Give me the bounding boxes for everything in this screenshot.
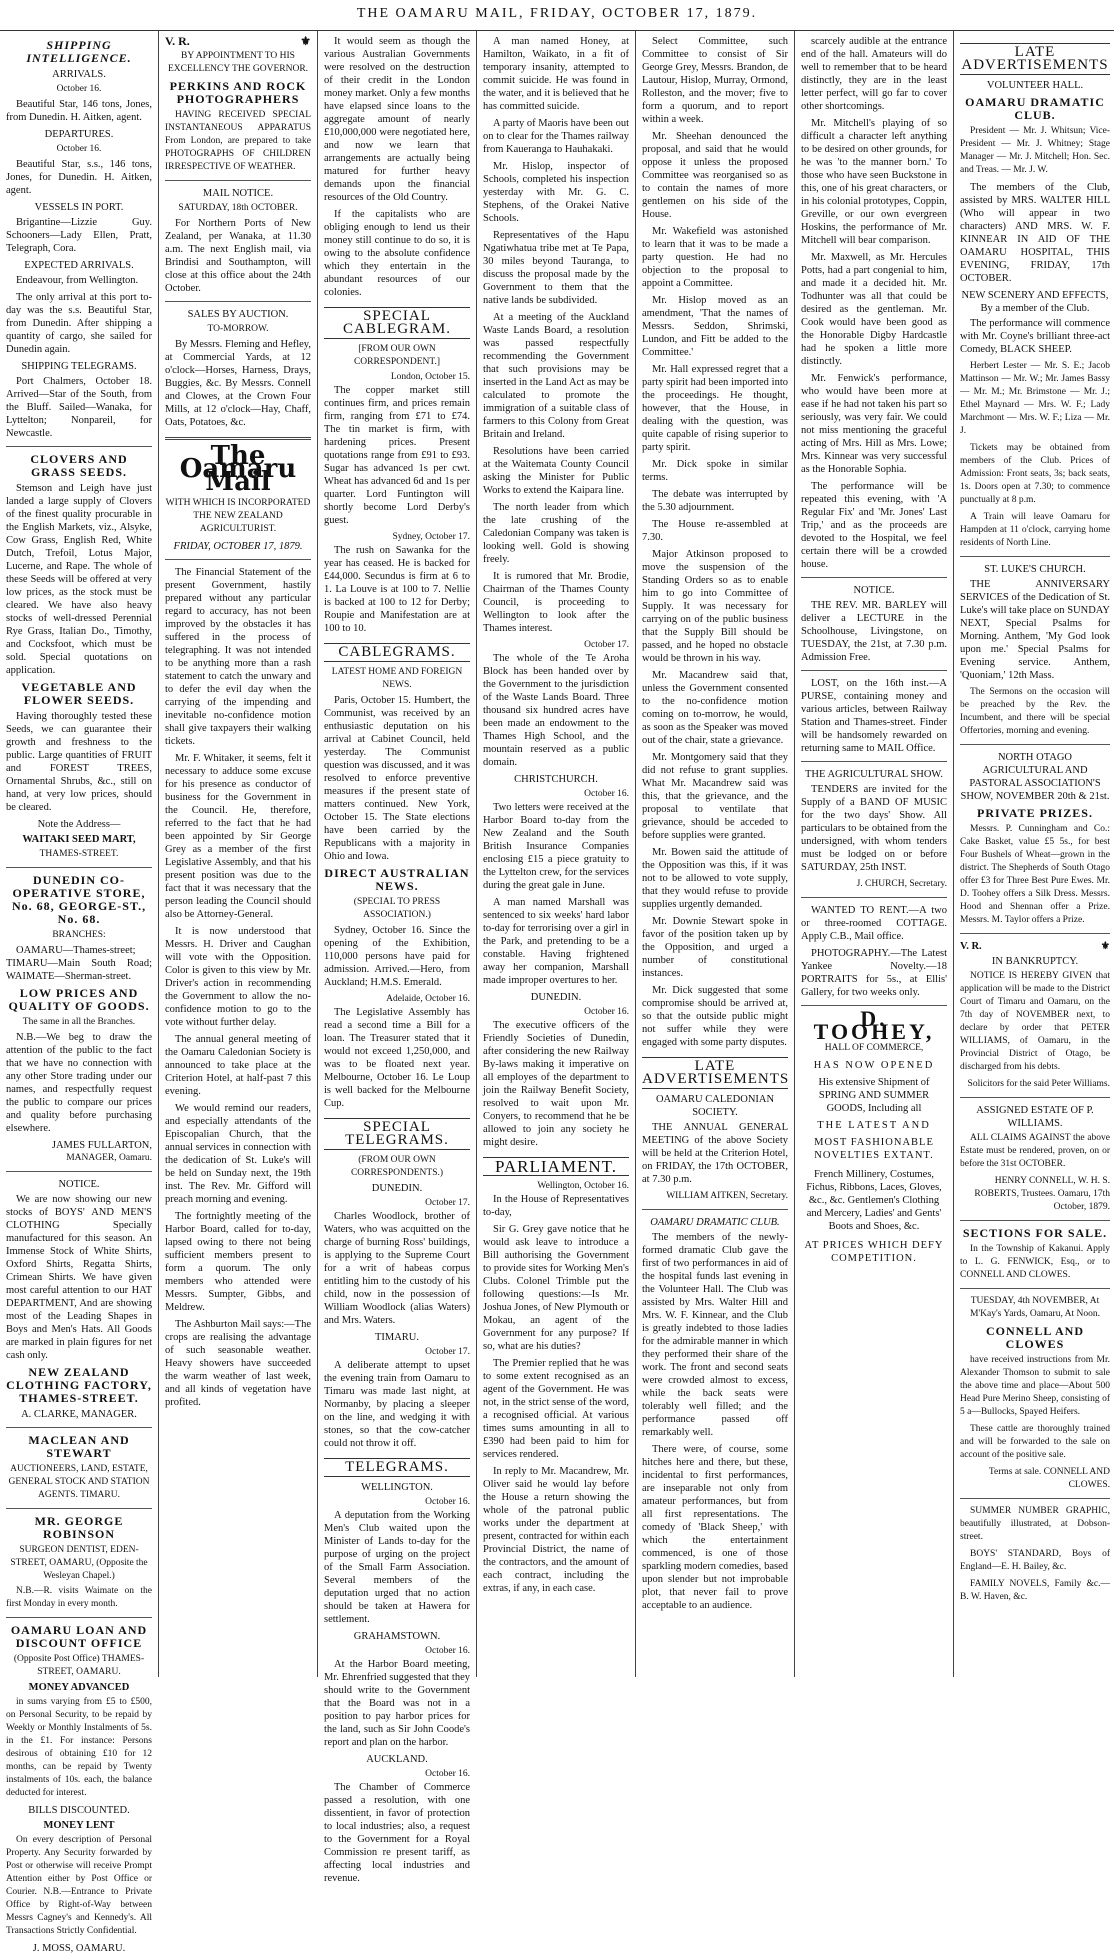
leader-paragraph: The fortnightly meeting of the Harbor Board, called for to-day, lapsed owing to there not being sufficient members present to form a quorum. The only members who attended were Messrs. Sumpter, Gibbs, and Meldrew. bbox=[165, 1211, 311, 1313]
cablegrams-sub: LATEST HOME AND FOREIGN NEWS. bbox=[331, 667, 463, 690]
train-info: A Train will leave Oamaru for Hampden at 11 o'clock, carrying home residents of North Line. bbox=[960, 512, 1110, 548]
new-scenery: NEW SCENERY AND EFFECTS, By a member of the Club. bbox=[961, 290, 1109, 314]
column-7 bbox=[960, 35, 1110, 1675]
news-paragraph: The north leader from which the late crushing of the Caledonian Company was taken is looking well. Gold is showing freely. bbox=[483, 502, 629, 565]
column-3 bbox=[324, 35, 470, 1884]
dunedin-heading: DUNEDIN. bbox=[371, 1183, 423, 1194]
late-ads-heading: LATE ADVERTISEMENTS bbox=[961, 44, 1109, 73]
dunedin-nb: N.B.—We beg to draw the attention of the public to the fact that we have no connection with any other Store trading under our names, and respectfully request the public to compare our prices and quality before purchasing elsewhere. bbox=[6, 1032, 152, 1134]
parliament-title: PARLIAMENT. bbox=[483, 1157, 629, 1176]
direct-news-sub: (SPECIAL TO PRESS ASSOCIATION.) bbox=[353, 897, 441, 920]
mail-text: For Northern Ports of New Zealand, per Wanaka, at 11.30 a.m. The next English mail, via Brindisi and Southampton, will close at this office about the 24th October. bbox=[165, 218, 311, 294]
veg-address: WAITAKI SEED MART, bbox=[22, 834, 136, 845]
dunedin-branch-list: OAMARU—Thames-street; TIMARU—Main South Road; WAIMATE—Sherman-street. bbox=[6, 945, 152, 982]
dunedin-date: October 17. bbox=[425, 1198, 470, 1208]
special-telegrams-sub: (FROM OUR OWN CORRESPONDENTS.) bbox=[350, 1155, 444, 1178]
private-prizes: PRIVATE PRIZES. bbox=[977, 806, 1093, 820]
maclean-title: MACLEAN AND STEWART bbox=[28, 1433, 130, 1460]
dunedin-text: The executive officers of the Friendly Societies of Dunedin, after considering the new Railway By-laws making it imperative on all employes of the department to join the Railway Benefit Society, resolved to wait upon Mr. Conyers, to recommend that he be allowed to join any society he might desire. bbox=[483, 1020, 629, 1148]
dramatic-club-text: There were, of course, some hitches here and there, but these, incidental to first performances, are inseparable not only from amateur performances, but from all first representations. The comedy of 'Black Sheep,' with which the entertainment commenced, is one of those sparkling modern comedies, based upon slender but not improbable plot, that never fail to prove acceptable to an audience. bbox=[642, 1444, 788, 1611]
parliament-text: The Premier replied that he was to some extent recognised as an agent of the Government. He was not, in the strict sense of the word, a recognised official. At various times sums amounting in all to £390 had been paid to him for services rendered. bbox=[483, 1358, 629, 1460]
cablegram-sub: [FROM OUR OWN CORRESPONDENT.] bbox=[353, 344, 441, 367]
play-title: The performance will commence with Mr. Coyne's brilliant three-act Comedy, BLACK SHEEP. bbox=[960, 318, 1110, 355]
leader-paragraph: The Ashburton Mail says:—The crops are realising the advantage of such seasonable weather. Heavy showers have succeeded the warm weather of last week, and all kinds of vegetation have profited. bbox=[165, 1319, 311, 1408]
christchurch-heading: CHRISTCHURCH. bbox=[514, 774, 598, 785]
review-paragraph: Mr. Fenwick's performance, who would have been more at ease if he had not taken his part so seriously, was very fair. We could not miss mentioning the graceful acting of Mrs. Hill as Mrs. Lowe; Mrs. Kinnear was very successful as the Honorable Sophia. bbox=[801, 373, 947, 475]
grahamstown-text: At the Harbor Board meeting, Mr. Ehrenfried suggested that they should write to the Government that the Board was not in a position to pay harbor prices for the land, such as Sir John Coode's report and plan on the harbor. bbox=[324, 1659, 470, 1748]
expected-heading: EXPECTED ARRIVALS. bbox=[24, 260, 134, 271]
robinson-text: SURGEON DENTIST, EDEN-STREET, OAMARU, (Opposite the Wesleyan Chapel.) bbox=[10, 1545, 148, 1581]
adelaide-text: The Legislative Assembly has read a second time a Bill for a loan. The Treasurer stated that it would not exceed 1,250,000, and was to be floated next year. Melbourne, October 16. Le Loup is well backed for the Melbourne Cup. bbox=[324, 1007, 470, 1109]
assigned-estate-sign: HENRY CONNELL, W. H. S. ROBERTS, Trustees. Oamaru, 17th October, 1879. bbox=[974, 1176, 1110, 1212]
boys-standard: BOYS' STANDARD, Boys of England—E. H. Bailey, &c. bbox=[960, 1549, 1110, 1572]
grahamstown-date: October 16. bbox=[425, 1646, 470, 1656]
news-paragraph: Representatives of the Hapu Ngatiwhatua tribe met at Te Papa, 30 miles beyond Tauranga, to discuss the proposal made by the Government to them that the native lands be subdivided. bbox=[483, 230, 629, 306]
bankruptcy-text: NOTICE IS HEREBY GIVEN that application will be made to the District Court of Timaru and Oamaru, on the 7th day of NOVEMBER next, to declare by order that PETER WILLIAMS, of Oamaru, in the Provincial District of Otago, be discharged from his debts. bbox=[960, 971, 1110, 1072]
dunedin-low-prices: LOW PRICES AND QUALITY OF GOODS. bbox=[8, 986, 150, 1013]
parliament-paragraph: Mr. Hall expressed regret that a party spirit had been imported into the proceedings. He thought, however, that the House, in dealing with the question, was quite capable of rising superior to party spirit. bbox=[642, 364, 788, 453]
expected-text: Endeavour, from Wellington. bbox=[16, 275, 139, 286]
christchurch-text: Two letters were received at the Harbor Board to-day from the New Zealand and the South British Insurance Companies enclosing £15 a piece gratuity to the Lyttelton crew, for the services during the great gale in June. bbox=[483, 802, 629, 891]
departures-date: October 16. bbox=[56, 144, 102, 154]
news-paragraph: A party of Maoris have been out on to clear for the Thames railway from Kaueranga to Hauhakaki. bbox=[483, 118, 629, 155]
news-date: October 17. bbox=[584, 640, 629, 650]
timaru-text: A deliberate attempt to upset the evening train from Oamaru to Timaru was made last night, at Normanby, by placing a sleeper on the line, and wedging it with stones, so that the cow-catcher could not throw it off. bbox=[324, 1360, 470, 1449]
mail-notice: MAIL NOTICE. bbox=[202, 188, 274, 199]
clothing-notice: We are now showing our new stocks of BOYS' AND MEN'S CLOTHING Specially manufactured for this season. An Immense Stock of White Shirts, Oxford Shirts, Regatta Shirts, Crimean Shirts. We have given most careful attention to our HAT DEPARTMENT, And are showing most of the Leading Shapes in Boys and Men's Hats. All Goods are marked in plain figures for net cash only. bbox=[6, 1194, 152, 1361]
column-2 bbox=[165, 35, 311, 1675]
toohey-name: D. TOOHEY, bbox=[813, 1006, 935, 1044]
adelaide-date: Adelaide, October 16. bbox=[386, 994, 470, 1004]
departures-heading: DEPARTURES. bbox=[44, 129, 114, 140]
leader-paragraph: If the capitalists who are obliging enough to lend us their money still continue to do so, it is owing to the absolute confidence which they entertain in the abundant resources of our colonies. bbox=[324, 209, 470, 298]
news-paragraph: Mr. Hislop, inspector of Schools, completed his inspection yesterday with Mr. G. C. Stephens, of the Orakei Native Schools. bbox=[483, 161, 629, 224]
newspaper-page bbox=[0, 31, 1114, 1954]
ticket-info: Tickets may be obtained from members of the Club. Prices of Admission: Front seats, 3s; back seats, 1s. Doors open at 7.30; to commence punctually at 8 p.m. bbox=[960, 443, 1110, 505]
parliament-sub: In the House of Representatives to-day, bbox=[483, 1194, 629, 1218]
column-6 bbox=[801, 35, 947, 1675]
sales-heading: SALES BY AUCTION. bbox=[187, 309, 289, 320]
notice-heading: NOTICE. bbox=[853, 585, 895, 596]
loan-text: in sums varying from £5 to £500, on Personal Security, to be repaid by Weekly or Monthly Instalments of 5s. in the £1. For instance: Persons desirous of obtaining £10 for 12 months, can be repaid by Twenty instalments of 10s. each, the balance deducted for interest. bbox=[6, 1697, 152, 1798]
vr-royal bbox=[165, 35, 311, 48]
club-officers: President — Mr. J. Whitsun; Vice-President — Mr. J. Whitney; Stage Manager — Mr. J. Mitchell; Hon. Sec. and Treas. — Mr. J. W. bbox=[960, 126, 1110, 175]
parliament-paragraph: Mr. Bowen said the attitude of the Opposition was this, if it was not to be allowed to vote supply, that they would refuse to provide supplies urgently demanded. bbox=[642, 847, 788, 910]
parliament-paragraph: Mr. Wakefield was astonished to learn that it was to be made a party question. He had no objection to the proposal to appoint a Committee. bbox=[642, 226, 788, 289]
veg-text: Having thoroughly tested these Seeds, we can guarantee their growth and freshness to the public. Large quantities of FRUIT and FOREST TREES, Ornamental Shrubs, &c., still on hand, at very low prices, should be cleared. bbox=[6, 711, 152, 813]
connell-clowes-title: CONNELL AND CLOWES bbox=[985, 1324, 1085, 1351]
christchurch-text: A man named Marshall was sentenced to six weeks' hard labor to-day for terrorising over a girl in the Park, and pretending to be a constable. Having frightened away her companion, Marshall made improper overtures to her. bbox=[483, 897, 629, 986]
cablegrams-title: CABLEGRAMS. bbox=[324, 643, 470, 662]
parliament-paragraph: Mr. Hislop moved as an amendment, 'That the names of Messrs. Seddon, Shrimski, Lundon, and Fitt be added to the Committee.' bbox=[642, 295, 788, 358]
prize-list: Messrs. P. Cunningham and Co.: Cake Basket, value £5 5s., for best Four Bushels of Wheat—grown in the district. The Shepherds of South Otago offer £3 for Three Best Pure Ewes. Mr. D. Toohey offers a Silk Dress. Messrs. Hood and Shennan offer a Prize. Messrs. M. Taylor offers a Prize. bbox=[960, 824, 1110, 925]
bills-discounted: BILLS DISCOUNTED. bbox=[28, 1805, 130, 1816]
maclean-text: AUCTIONEERS, LAND, ESTATE, GENERAL STOCK AND STATION AGENTS. TIMARU. bbox=[8, 1464, 150, 1500]
auckland-text: The Chamber of Commerce passed a resolution, with one dissentient, in favor of protection to local industries; also, a request to the Government for a Royal Commission re present tariff, as affecting local industries and revenue. bbox=[324, 1782, 470, 1884]
toohey-items: French Millinery, Costumes, Fichus, Ribbons, Laces, Gloves, &c., &c. Gentlemen's Clothing and Mercery, Ladies' and Gents' Boots and Shoes, &c. bbox=[806, 1169, 942, 1232]
notice-heading: NOTICE. bbox=[58, 1179, 100, 1190]
parliament-paragraph: Mr. Dick spoke in similar terms. bbox=[642, 459, 788, 483]
review-paragraph: scarcely audible at the entrance end of the hall. Amateurs will do well to remember that to be heard distinctly, they are in the least letter perfect, will go far to cover other shortcomings. bbox=[801, 36, 947, 112]
dramatic-club-title: OAMARU DRAMATIC CLUB. bbox=[650, 1217, 780, 1228]
paper-date: FRIDAY, OCTOBER 17, 1879. bbox=[173, 541, 303, 552]
dunedin-same: The same in all the Branches. bbox=[22, 1017, 136, 1027]
direct-news-text: Sydney, October 16. Since the opening of the Exhibition, 110,000 persons have paid for admission. Arrived.—Hero, from Auckland; H.M.S. Emerald. bbox=[324, 925, 470, 988]
crest-icon: ⚜ bbox=[300, 34, 311, 48]
connell-clowes-note: These cattle are thoroughly trained and will be forwarded to the sale on account of the positive sale. bbox=[960, 1424, 1110, 1460]
sales-day: TO-MORROW. bbox=[207, 324, 269, 334]
news-paragraph: At a meeting of the Auckland Waste Lands Board, a resolution was passed respectfully recommending the Government that such provisions may be inserted in the Land Act as may be calculated to promote the immigration of a suitable class of farmers to this Colony from Great Britain and Ireland. bbox=[483, 312, 629, 440]
dramatic-club: OAMARU DRAMATIC CLUB. bbox=[965, 95, 1105, 122]
news-paragraph: The whole of the Te Aroha Block has been handed over by the Government to the jurisdiction of the Waste Lands Board. Three thousand six hundred acres have been made an endowment to the Thames High School, and the mountain reserved as a public domain. bbox=[483, 653, 629, 768]
grahamstown-heading: GRAHAMSTOWN. bbox=[353, 1631, 441, 1642]
parliament-paragraph: Mr. Macandrew said that, unless the Government consented to the no-confidence motion coming on to-morrow, he would, as soon as the Speaker was moved out of the chair, state a grievance. bbox=[642, 670, 788, 746]
sale-date: TUESDAY, 4th NOVEMBER, At M'Kay's Yards, Oamaru, At Noon. bbox=[969, 1296, 1101, 1319]
column-5 bbox=[642, 35, 788, 1675]
appointment: BY APPOINTMENT TO HIS EXCELLENCY THE GOVERNOR. bbox=[167, 51, 309, 74]
money-text: On every description of Personal Property. Any Security forwarded by Post or otherwise will receive Prompt Attention either by Post Office or Courier. N.B.—Entrance to Private Office by Right-of-Way between Messrs Cagney's and Kennedy's. All Transactions Strictly Confidential. bbox=[6, 1835, 152, 1936]
shipping-title: SHIPPING INTELLIGENCE. bbox=[26, 38, 132, 65]
arrivals-date: October 16. bbox=[56, 84, 102, 94]
column-1 bbox=[6, 35, 152, 1954]
telegrams-title: TELEGRAMS. bbox=[324, 1458, 470, 1477]
auckland-heading: AUCKLAND. bbox=[366, 1754, 428, 1765]
toohey-place: HALL OF COMMERCE, bbox=[824, 1043, 924, 1053]
timaru-date: October 17. bbox=[425, 1347, 470, 1357]
veg-title: VEGETABLE AND FLOWER SEEDS. bbox=[21, 680, 137, 707]
agricultural-show-text: TENDERS are invited for the Supply of a BAND OF MUSIC for the two days' Show. All particulars to be obtained from the undersigned, with whom tenders must be lodged on or before SATURDAY, 25th INST. bbox=[801, 784, 947, 873]
column-4 bbox=[483, 35, 629, 1675]
dunedin-sign: JAMES FULLARTON, bbox=[51, 1140, 152, 1151]
parliament-paragraph: The House re-assembled at 7.30. bbox=[642, 519, 788, 543]
volunteer-hall: VOLUNTEER HALL. bbox=[986, 80, 1084, 91]
photographers-title: PERKINS AND ROCK PHOTOGRAPHERS bbox=[169, 79, 307, 106]
toohey-latest: THE LATEST AND bbox=[817, 1120, 931, 1131]
family-novels: FAMILY NOVELS, Family &c.—B. W. Haven, &c. bbox=[960, 1579, 1110, 1602]
caledonian-text: THE ANNUAL GENERAL MEETING of the above Society will be held at the Criterion Hotel, on FRIDAY, the 17th OCTOBER, at 7.30 p.m. bbox=[642, 1122, 788, 1185]
toohey-has-opened: HAS NOW OPENED bbox=[813, 1060, 935, 1071]
arrivals-text: Beautiful Star, 146 tons, Jones, from Dunedin. H. Aitken, agent. bbox=[6, 99, 152, 123]
st-lukes-note: The Sermons on the occasion will be preached by the Rev. the Incumbent, and there will be special Offertories, morning and evening. bbox=[960, 687, 1110, 736]
assigned-estate-text: ALL CLAIMS AGAINST the above Estate must be rendered, proven, on or before the 31st OCTOBER. bbox=[960, 1133, 1110, 1169]
leader-paragraph: The annual general meeting of the Oamaru Caledonian Society is announced to take place at the Criterion Hotel, at half-past 7 this evening. bbox=[165, 1034, 311, 1097]
parliament-paragraph: Mr. Dick suggested that some compromise should be arrived at, so that the outside public might not suffer while they were engaged with some party disputes. bbox=[642, 985, 788, 1048]
veg-note: Note the Address— bbox=[37, 819, 121, 830]
parliament-paragraph: Mr. Downie Stewart spoke in favor of the position taken up by the Opposition, and urged a number of constitutional instances. bbox=[642, 916, 788, 979]
dunedin-manager: MANAGER, Oamaru. bbox=[66, 1153, 152, 1163]
summer-number: SUMMER NUMBER GRAPHIC, beautifully illustrated, at Dobson-street. bbox=[960, 1506, 1110, 1542]
caledonian-title: OAMARU CALEDONIAN SOCIETY. bbox=[655, 1094, 775, 1118]
robinson-note: N.B.—R. visits Waimate on the first Monday in every month. bbox=[6, 1586, 152, 1609]
leader-paragraph: We would remind our readers, and especially attendants of the Episcopalian Church, that the annual services in connection with the dedication of St. Luke's will be held on Sunday next, the 19th inst. The Rev. Mr. Gifford will preach morning and evening. bbox=[165, 1103, 311, 1205]
parliament-paragraph: Mr. Sheehan denounced the proposal, and said that he would oppose it unless the proposed Committee was reorganised so as to contain the names of more gentlemen on his side of the House. bbox=[642, 131, 788, 220]
photography-ad: PHOTOGRAPHY.—The Latest Yankee Novelty.—18 PORTRAITS for 5s., at Ellis' Gallery, for two weeks only. bbox=[801, 948, 947, 998]
leader-paragraph: It would seem as though the various Australian Governments were resolved on the destruction of their credit in the London money market. Only a few months have elapsed since loans to the aggregate amount of nearly £10,000,000 were negotiated here, and now we learn that arrangements are actually being matured for further heavy demands upon the financial resources of the Old Country. bbox=[324, 36, 470, 203]
review-paragraph: Mr. Maxwell, as Mr. Hercules Potts, had a part congenial to him, and made it a decided hit. Mr. Todhunter was all that could be desired as the gentleman. Mr. Cook would have been good as the Honorable Digby Hardcastle had he spoken a little more distinctly. bbox=[801, 252, 947, 367]
direct-news-title: DIRECT AUSTRALIAN NEWS. bbox=[324, 866, 470, 893]
st-lukes-title: ST. LUKE'S CHURCH. bbox=[984, 564, 1086, 575]
wellington-heading: WELLINGTON. bbox=[361, 1482, 433, 1493]
leader-paragraph: It is now understood that Messrs. H. Driver and Caughan will vote with the Opposition. Color is given to this view by Mr. Driver's action in recommending the Government to allow the no-confidence motion to go to the vote without further delay. bbox=[165, 926, 311, 1028]
cablegrams-text: Paris, October 15. Humbert, the Communist, was received by an enthusiastic deputation on his arrival at Cabinet Council, held yesterday. The Communist question was discussed, and it was resolved to enforce preventive measures if the present state of matters continued. New York, October 15. The State elections have been carried by the Republicans with a majority in Ohio and Iowa. bbox=[324, 695, 470, 862]
mail-date: SATURDAY, 18th OCTOBER. bbox=[178, 203, 298, 213]
leader-paragraph: Mr. F. Whitaker, it seems, felt it necessary to adduce some excuse for his presence as conductor of business for the Government in the Council. He, therefore, referred to the fact that he had been appointed by Sir George Grey as a member of the first Legislative Assembly, and that his present position was due to the fact that it was necessary that the person leading the Council should also be Attorney-General. bbox=[165, 753, 311, 920]
vr-text: V. R. bbox=[165, 34, 190, 48]
parliament-paragraph: The debate was interrupted by the 5.30 adjournment. bbox=[642, 489, 788, 513]
cablegram-sydney-text: The rush on Sawanka for the year has ceased. He is backed for £44,000. Secundus is firm at 6 to 1. La Louve is at 100 to 7. Nellie is backed at 100 to 12 for Derby; Roupie and Manifestation are at 100 to 10. bbox=[324, 545, 470, 634]
caledonian-sign: WILLIAM AITKEN, Secretary. bbox=[666, 1191, 788, 1201]
special-telegrams-title: SPECIAL TELEGRAMS. bbox=[324, 1118, 470, 1150]
wellington-date: October 16. bbox=[425, 1497, 470, 1507]
review-paragraph: The performance will be repeated this evening, with 'A Regular Fix' and 'Mr. Jones' Last Trip,' and as the proceeds are devoted to the Hospital, we feel certain there will be a crowded house. bbox=[801, 481, 947, 570]
vr-text: V. R. bbox=[960, 941, 982, 952]
paper-subtitle: WITH WHICH IS INCORPORATED THE NEW ZEALAND AGRICULTURIST. bbox=[165, 498, 311, 534]
vessels-text: Brigantine—Lizzie Guy. Schooners—Lady Ellen, Pratt, Telegraph, Cora. bbox=[6, 217, 152, 254]
vr-royal bbox=[960, 940, 1110, 953]
bankruptcy-title: IN BANKRUPTCY. bbox=[991, 956, 1079, 967]
arrivals-heading: ARRIVALS. bbox=[52, 69, 106, 80]
bankruptcy-sign: Solicitors for the said Peter Williams. bbox=[967, 1079, 1110, 1089]
nz-clothing-title: NEW ZEALAND CLOTHING FACTORY, THAMES-STREET. bbox=[6, 1365, 152, 1405]
news-paragraph: A man named Honey, at Hamilton, Waikato, in a fit of temporary insanity, attempted to commit suicide. He was found in the water, and it is believed that he has committed suicide. bbox=[483, 36, 629, 112]
sales-text: By Messrs. Fleming and Hefley, at Commercial Yards, at 12 o'clock—Horses, Harness, Drays, Buggies, &c. By Messrs. Connell and Clowes, at the Crown Four Mills, at 12 o'clock—Hay, Chaff, Oats, Potatoes, &c. bbox=[165, 339, 311, 428]
dunedin-heading: DUNEDIN. bbox=[530, 992, 582, 1003]
review-paragraph: Mr. Mitchell's playing of so difficult a character left anything to be desired on other grounds, for he was 'to the manner born.' To those who have seen Buckstone in this, one of his great characters, or in his colonial prototypes, Coppin, Greville, or our own evergreen Hoskins, the performance of Mr. Mitchell will bear comparison. bbox=[801, 118, 947, 246]
cast-list: Herbert Lester — Mr. S. E.; Jacob Mattinson — Mr. W.; Mr. James Bassy — Mr. M.; Mr. Brimstone — Mr. J.; Ethel Maynard — Mrs. W. F.; Lady Marchmont — Mrs. W. F.; Liza — Mr. J. bbox=[960, 361, 1110, 436]
lecture-notice: THE REV. MR. BARLEY will deliver a LECTURE in the Schoolhouse, Livingstone, on TUESDAY, the 21st, at 7.30 p.m. Admission Free. bbox=[801, 600, 947, 663]
agricultural-show-sign: J. CHURCH, Secretary. bbox=[856, 879, 947, 889]
loan-money: MONEY ADVANCED bbox=[28, 1682, 130, 1693]
vessels-heading: VESSELS IN PORT. bbox=[34, 202, 124, 213]
assigned-estate-title: ASSIGNED ESTATE OF P. WILLIAMS. bbox=[976, 1105, 1094, 1129]
leader-paragraph: The Financial Statement of the present Government, hastily prepared without any particular regard to accuracy, has not been improved by the obstacles it has suffered in the process of telegraphing. It was not intended to be anything more than a rash statement to catch the unwary and to defer the evil day when the carrying of the impending and inevitable no-confidence motion shall give taxpayers their walking tickets. bbox=[165, 567, 311, 747]
loan-title: OAMARU LOAN AND DISCOUNT OFFICE bbox=[10, 1623, 148, 1650]
photographers-text: HAVING RECEIVED SPECIAL INSTANTANEOUS APPARATUS From London, are prepared to take PHOTOGRAPHS OF CHILDREN IRRESPECTIVE OF WEATHER. bbox=[165, 110, 311, 172]
st-lukes-text: THE ANNIVERSARY SERVICES of the Dedication of St. Luke's will take place on SUNDAY NEXT, Special Psalms for Morning. Anthem, 'My God look upon me.' Special Psalms for Evening service. Anthem, 'Quoniam,' 12th Mass. bbox=[960, 579, 1110, 681]
clovers-title: CLOVERS AND GRASS SEEDS. bbox=[30, 452, 128, 479]
wellington-text: A deputation from the Working Men's Club waited upon the Minister of Lands to-day for the purpose of urging on the project of the Small Farm Association. Several members of the deputation urged that no action should be taken at Hawera for settlement. bbox=[324, 1510, 470, 1625]
late-ads-heading: LATE ADVERTISEMENTS bbox=[642, 1058, 790, 1087]
cablegram-place: London, October 15. bbox=[390, 372, 470, 382]
paper-title: The Oamaru Mail bbox=[179, 441, 297, 497]
departures-text: Beautiful Star, s.s., 146 tons, Jones, for Dunedin. H. Aitken, agent. bbox=[6, 159, 152, 196]
connell-clowes-text: have received instructions from Mr. Alexander Thomson to submit to sale the above time and place—About 500 Head Pure Merino Sheep, consisting of 5 a—Bullocks, Spayed Heifers. bbox=[960, 1355, 1110, 1417]
parliament-paragraph: Major Atkinson proposed to move the suspension of the Standing Orders so as to enable him to go into Committee of Supply. It was necessary for carrying on of the public business that the Supply Bill should be passed, and he hoped no obstacle would be thrown in his way. bbox=[642, 549, 788, 664]
christchurch-date: October 16. bbox=[584, 789, 629, 799]
agricultural-association: NORTH OTAGO AGRICULTURAL AND PASTORAL ASSOCIATION'S SHOW, NOVEMBER 20th & 21st. bbox=[960, 752, 1110, 802]
sections-title: SECTIONS FOR SALE. bbox=[962, 1226, 1108, 1240]
sections-text: In the Township of Kakanui. Apply to L. G. FENWICK, Esq., or to CONNELL AND CLOWES. bbox=[960, 1244, 1110, 1280]
toohey-shipment: His extensive Shipment of SPRING AND SUMMER GOODS, Including all bbox=[818, 1077, 930, 1114]
timaru-heading: TIMARU. bbox=[374, 1332, 420, 1343]
toohey-fashionable: MOST FASHIONABLE NOVELTIES EXTANT. bbox=[814, 1137, 934, 1161]
cablegram-sydney: Sydney, October 17. bbox=[392, 532, 470, 542]
news-paragraph: It is rumored that Mr. Brodie, Chairman of the Thames County Council, is proceeding to Wellington to look after the Thames interest. bbox=[483, 571, 629, 634]
crest-icon: ⚜ bbox=[1100, 941, 1110, 952]
money-lent: MONEY LENT bbox=[43, 1820, 115, 1831]
dramatic-club-text: The members of the newly-formed dramatic Club gave the first of two performances in aid of the hospital funds last evening in the Volunteer Hall. The Club was assisted by Mrs. Walter Hill and Mrs. W. F. Kinnear, and the Club is greatly indebted to those ladies for the admirable manner in which they performed their share of the work. The front and second seats were crowded almost to excess, while the back seats were tolerably well filled; and the performance passed off remarkably well. bbox=[642, 1232, 788, 1438]
telegrams-text: Port Chalmers, October 18. Arrived—Star of the South, from the Bluff. Sailed—Wanaka, for Lyttelton; Nonpareil, for Newcastle. bbox=[6, 376, 152, 439]
veg-street: THAMES-STREET. bbox=[39, 849, 119, 859]
dunedin-store-title: DUNEDIN CO-OPERATIVE STORE, No. 68, GEORGE-ST., No. 68. bbox=[11, 873, 147, 926]
hospital-benefit: The members of the Club, assisted by MRS. WALTER HILL (Who will appear in two characters) AND MRS. W. F. KINNEAR IN AID OF THE OAMARU HOSPITAL, THIS EVENING, FRIDAY, 17th OCTOBER. bbox=[960, 182, 1110, 284]
moss-sign: J. MOSS, OAMARU. bbox=[32, 1943, 126, 1954]
parliament-paragraph: Mr. Montgomery said that they did not refuse to grant supplies. What Mr. Macandrew said was this, that the grievance, and the proposal to ventilate that grievance, should be acceded to before supplies were granted. bbox=[642, 752, 788, 841]
clovers-text: Stemson and Leigh have just landed a large supply of Clovers of the finest quality procurable in the English Markets, viz., Alsyke, Cow Grass, English Red, White Dutch, Trefoil, Lotus Major, Lucerne, and Rape. The whole of these Seeds will be offered at very low prices, as the stock must be cleared. We have also heavy stocks of well-dressed Perennial Rye Grass, Italian Do., Timothy, and Cocksfoot, which must be sold. Special quotations on application. bbox=[6, 483, 152, 676]
expected-note: The only arrival at this port to-day was the s.s. Beautiful Star, from Dunedin. After shipping a quantity of cargo, she sailed for Dunedin again. bbox=[6, 292, 152, 355]
lost-purse: LOST, on the 16th inst.—A PURSE, containing money and various articles, between Railway Station and Thames-street. Finder will be handsomely rewarded on returning same to MAIL Office. bbox=[801, 678, 947, 754]
parliament-text: Sir G. Grey gave notice that he would ask leave to introduce a Bill authorising the Government to provide sites for Working Men's Clubs. Colonel Trimble put the following questions:—Is Mr. Joshua Jones, of New Plymouth or Mokau, an agent of the Government for any purpose? If so, what are his duties? bbox=[483, 1224, 629, 1352]
special-cablegram-title: SPECIAL CABLEGRAM. bbox=[324, 307, 470, 339]
terms: Terms at sale. CONNELL AND CLOWES. bbox=[988, 1467, 1110, 1490]
wanted-cottage: WANTED TO RENT.—A two or three-roomed COTTAGE. Apply C.B., Mail office. bbox=[801, 905, 947, 942]
parliament-paragraph: Select Committee, such Committee to consist of Sir George Grey, Messrs. Brandon, de Lautour, Hislop, Murray, Ormond, Rolleston, and the mover; five to form a quorum, and to report within a week. bbox=[642, 36, 788, 125]
telegrams-heading: SHIPPING TELEGRAMS. bbox=[21, 361, 137, 372]
news-paragraph: Resolutions have been carried at the Waitemata County Council asking the Minister for Public Works to extend the Kaipara line. bbox=[483, 446, 629, 496]
dunedin-date: October 16. bbox=[584, 1007, 629, 1017]
masthead: THE OAMARU MAIL, FRIDAY, OCTOBER 17, 1879. bbox=[0, 0, 1114, 31]
agricultural-show-title: THE AGRICULTURAL SHOW. bbox=[805, 769, 943, 780]
parliament-date: Wellington, October 16. bbox=[537, 1181, 629, 1191]
parliament-text: In reply to Mr. Macandrew, Mr. Oliver said he would lay before the House a return showing the whole of the patronal public works under the department at present, contracted for within each Provincial District, the name of the contractors, and the amount of each contract, including the extras, if any, in each case. bbox=[483, 1466, 629, 1594]
toohey-prices: AT PRICES WHICH DEFY COMPETITION. bbox=[804, 1240, 944, 1264]
auckland-date: October 16. bbox=[425, 1769, 470, 1779]
dunedin-text: Charles Woodlock, brother of Waters, who was acquitted on the charge of burning Ross' buildings, is applying to the Supreme Court for a writ of habeas corpus entitling him to the custody of his child, now in the possession of William Woodlock (alias Waters) and Mrs. Waters. bbox=[324, 1211, 470, 1326]
loan-address: (Opposite Post Office) THAMES-STREET, OAMARU. bbox=[13, 1654, 145, 1677]
cablegram-text: The copper market still continues firm, and prices remain firm, ranging from £71 to £74. The tin market is firm, with hardening prices. Present quotations range from £91 to £93. Sugar has advanced 1s per cwt. Wheat has advanced 6d and 1s per quarter. Lord Funtington will shortly become Lord Derby's guest. bbox=[324, 385, 470, 526]
dunedin-branches: BRANCHES: bbox=[52, 930, 106, 940]
robinson-title: MR. GEORGE ROBINSON bbox=[34, 1514, 124, 1541]
nz-clothing-sign: A. CLARKE, MANAGER. bbox=[21, 1409, 137, 1420]
